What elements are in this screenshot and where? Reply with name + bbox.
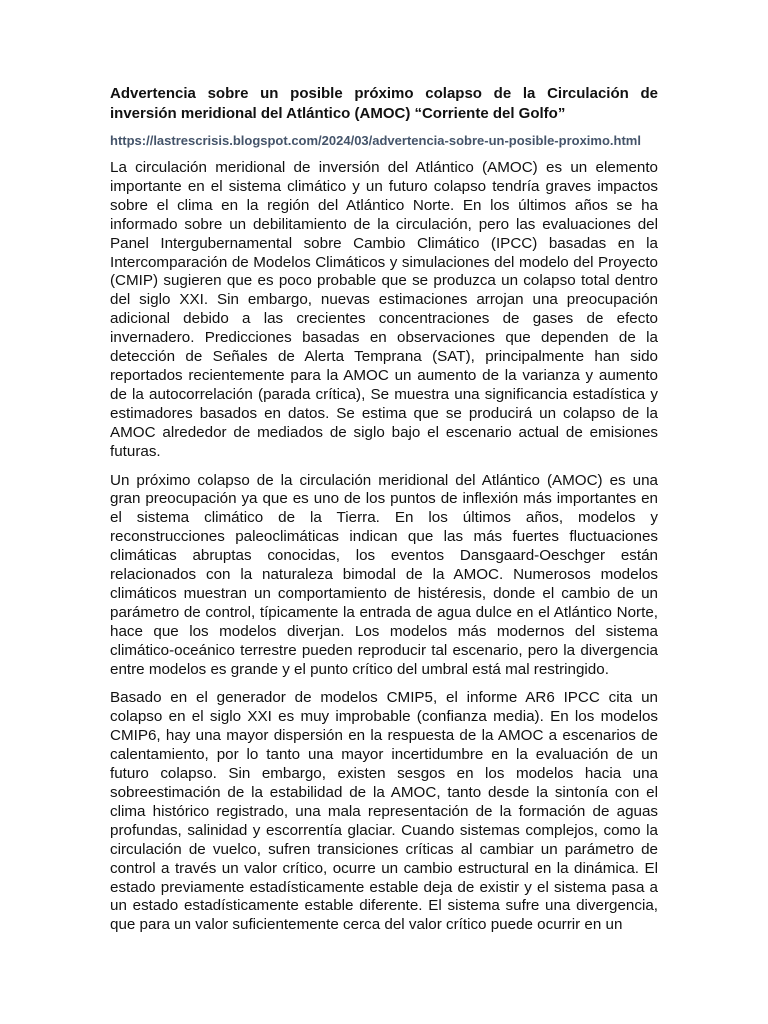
source-link[interactable]: https://lastrescrisis.blogspot.com/2024/03/advertencia-sobre-un-posible-proximo.html <box>110 133 641 148</box>
paragraph-2: Un próximo colapso de la circulación meridional del Atlántico (AMOC) es una gran preocupación ya que es uno de los puntos de inflexión más importantes en el sistema climático de la Tierra. En los últimos años, modelos y reconstrucciones paleoclimáticas indican que las más fuertes fluctuaciones climáticas abruptas conocidas, los eventos Dansgaard-Oeschger están relacionados con la naturaleza bimodal de la AMOC. Numerosos modelos climáticos muestran un comportamiento de histéresis, donde el cambio de un parámetro de control, típicamente la entrada de agua dulce en el Atlántico Norte, hace que los modelos diverjan. Los modelos más modernos del sistema climático-oceánico terrestre pueden reproducir tal escenario, pero la divergencia entre modelos es grande y el punto crítico del umbral está mal restringido. <box>110 471 658 678</box>
paragraph-3: Basado en el generador de modelos CMIP5, el informe AR6 IPCC cita un colapso en el siglo XXI es muy improbable (confianza media). En los modelos CMIP6, hay una mayor dispersión en la respuesta de la AMOC a escenarios de calentamiento, por lo tanto una mayor incertidumbre en la evaluación de un futuro colapso. Sin embargo, existen sesgos en los modelos hacia una sobreestimación de la estabilidad de la AMOC, tanto desde la sintonía con el clima histórico registrado, una mala representación de la formación de aguas profundas, salinidad y escorrentía glaciar. Cuando sistemas complejos, como la circulación de vuelco, sufren transiciones críticas al cambiar un parámetro de control a través un valor crítico, ocurre un cambio estructural en la dinámica. El estado previamente estadísticamente estable deja de existir y el sistema pasa a un estado estadísticamente estable diferente. El sistema sufre una divergencia, que para un valor suficientemente cerca del valor crítico puede ocurrir en un <box>110 689 658 934</box>
document-title: Advertencia sobre un posible próximo colapso de la Circulación de inversión meridional del Atlántico (AMOC) “Corriente del Golfo” <box>110 85 658 122</box>
paragraph-1: La circulación meridional de inversión del Atlántico (AMOC) es un elemento importante en el sistema climático y un futuro colapso tendría graves impactos sobre el clima en la región del Atlántico Norte. En los últimos años se ha informado sobre un debilitamiento de la circulación, pero las evaluaciones del Panel Intergubernamental sobre Cambio Climático (IPCC) basadas en la Intercomparación de Modelos Climáticos y simulaciones del modelo del Proyecto (CMIP) sugieren que es poco probable que se produzca un colapso total dentro del siglo XXI. Sin embargo, nuevas estimaciones arrojan una preocupación adicional debido a las crecientes concentraciones de gases de efecto invernadero. Predicciones basadas en observaciones que dependen de la detección de Señales de Alerta Temprana (SAT), principalmente han sido reportados recientemente para la AMOC un aumento de la varianza y aumento de la autocorrelación (parada crítica), Se muestra una significancia estadística y estimadores basados en datos. Se estima que se producirá un colapso de la AMOC alrededor de mediados de siglo bajo el escenario actual de emisiones futuras. <box>110 159 658 460</box>
document-page <box>110 84 658 945</box>
